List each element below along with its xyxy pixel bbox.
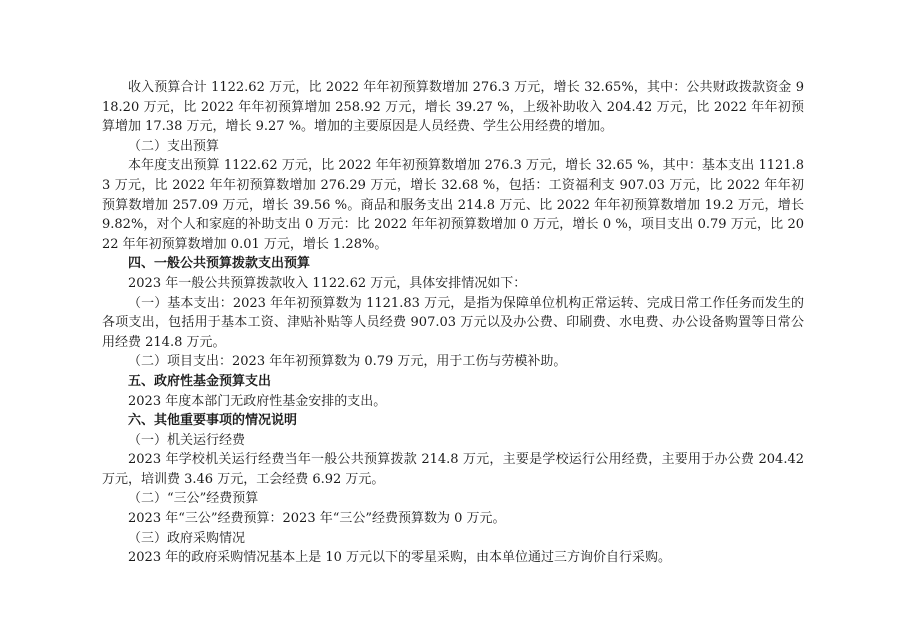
- expenditure-budget-subheading: （二）支出预算: [128, 138, 220, 154]
- procurement-paragraph: 2023 年的政府采购情况基本上是 10 万元以下的零星采购，由本单位通过三方询价自行采购。: [128, 550, 672, 566]
- general-budget-paragraph: 2023 年一般公共预算拨款收入 1122.62 万元，具体安排情况如下：: [128, 275, 527, 291]
- procurement-subheading: （三）政府采购情况: [128, 530, 246, 546]
- section-four-heading: 四、一般公共预算拨款支出预算: [128, 256, 311, 272]
- operating-cost-paragraph: 2023 年学校机关运行经费当年一般公共预算拨款 214.8 万元，主要是学校运行公用经费，主要用于办公费 204.42 万元，培训费 3.46 万元，工会经费 6.92 万元。: [102, 452, 804, 487]
- basic-expenditure-paragraph: （一）基本支出：2023 年年初预算数为 1121.83 万元，是指为保障单位机构正常运转、完成日常工作任务而发生的各项支出，包括用于基本工资、津贴补贴等人员经费 907.03 万元以及办公费、印刷费、水电费、办公设备购置等日常公用经费 214.8 万元。: [102, 295, 804, 350]
- document-page: [102, 78, 804, 568]
- three-public-subheading: （二）“三公”经费预算: [128, 491, 259, 507]
- section-five-heading: 五、政府性基金预算支出: [128, 373, 272, 389]
- section-six-heading: 六、其他重要事项的情况说明: [128, 413, 298, 429]
- operating-cost-subheading: （一）机关运行经费: [128, 432, 246, 448]
- expenditure-budget-paragraph: 本年度支出预算 1122.62 万元，比 2022 年年初预算数增加 276.3 万元，增长 32.65 %，其中：基本支出 1121.83 万元，比 2022 年年初预算数增加 276.29 万元，增长 32.68 %，包括：工资福利支 907.03 万元，比 2022 年年初预算数增加 257.09 万元，增长 39.56 %。商品和服务支出 214.8 万元、比 2022 年年初预算数增加 19.2 万元，增长 9.82%，对个人和家庭的补助支出 0 万元：比 2022 年年初预算数增加 0 万元，增长 0 %，项目支出 0.79 万元，比 2022 年年初预算数增加 0.01 万元，增长 1.28%。: [102, 158, 804, 252]
- income-budget-paragraph: 收入预算合计 1122.62 万元，比 2022 年年初预算数增加 276.3 万元，增长 32.65%，其中：公共财政拨款资金 918.20 万元，比 2022 年年初预算增加 258.92 万元，增长 39.27 %，上级补助收入 204.42 万元，比 2022 年年初预算增加 17.38 万元，增长 9.27 %。增加的主要原因是人员经费、学生公用经费的增加。: [102, 80, 804, 135]
- government-fund-paragraph: 2023 年度本部门无政府性基金安排的支出。: [128, 393, 387, 409]
- project-expenditure-paragraph: （二）项目支出：2023 年年初预算数为 0.79 万元，用于工伤与劳模补助。: [128, 354, 567, 370]
- three-public-paragraph: 2023 年“三公”经费预算：2023 年“三公”经费预算数为 0 万元。: [128, 511, 506, 527]
